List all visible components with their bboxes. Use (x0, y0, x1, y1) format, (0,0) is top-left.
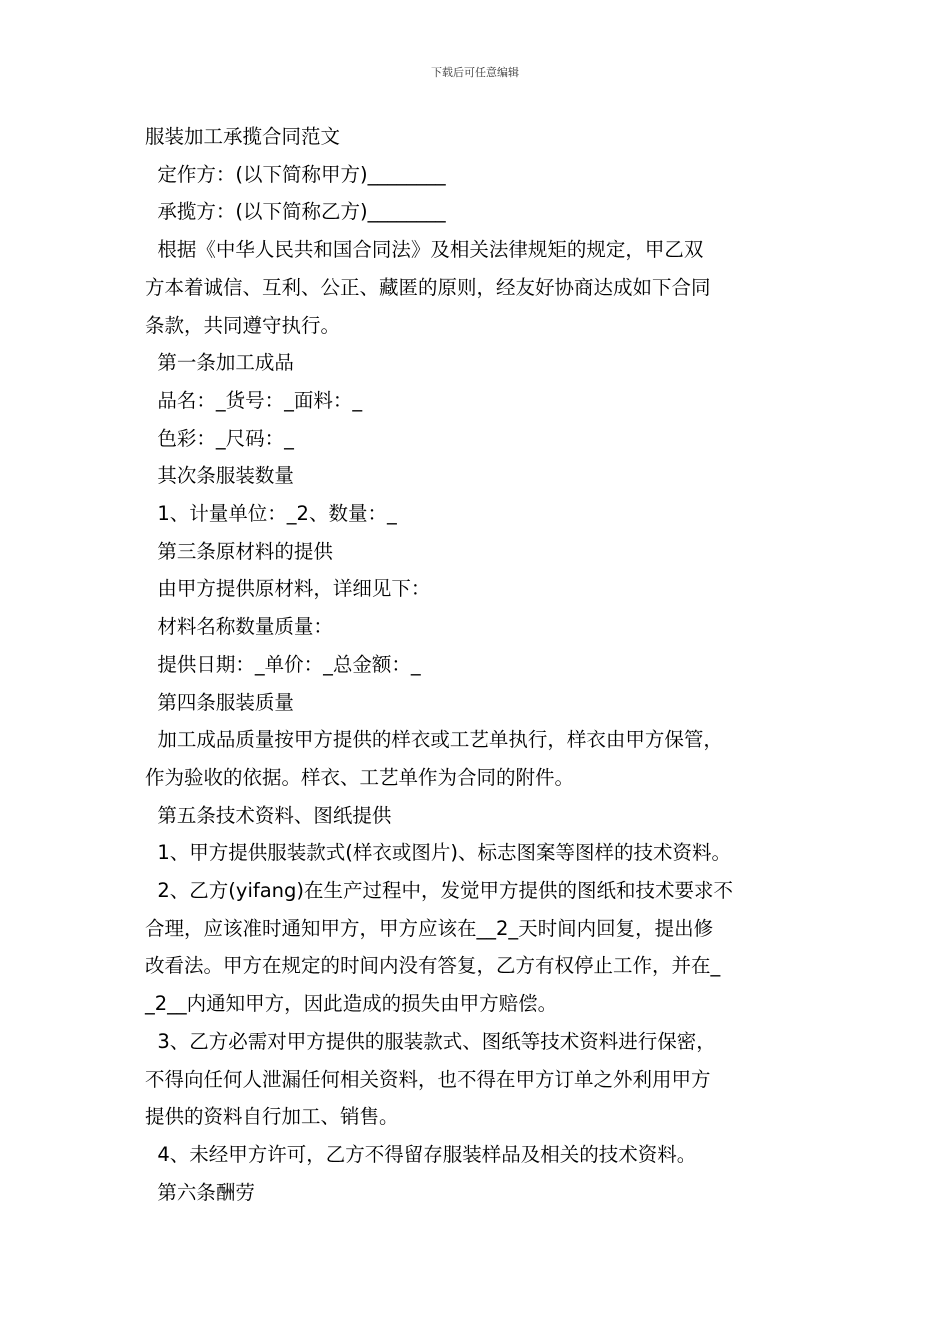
paragraph-line: 4、未经甲方许可，乙方不得留存服装样品及相关的技术资料。 (145, 1142, 697, 1166)
paragraph-line: 由甲方提供原材料，详细见下： (145, 577, 431, 601)
contract-body (145, 118, 825, 1211)
paragraph-line: 改看法。甲方在规定的时间内没有答复，乙方有权停止工作，并在_ (145, 954, 721, 978)
paragraph-line: 1、甲方提供服装款式(样衣或图片)、标志图案等图样的技术资料。 (145, 841, 732, 865)
section-heading: 第六条酬劳 (145, 1180, 255, 1204)
section-heading: 第五条技术资料、图纸提供 (145, 803, 392, 827)
paragraph-line: 根据《中华人民共和国合同法》及相关法律规矩的规定，甲乙双 (145, 238, 704, 262)
paragraph-line: 品名：_货号：_面料：_ (145, 388, 363, 412)
paragraph-line: 承揽方：(以下简称乙方)________ (145, 200, 446, 224)
paragraph-line: 合理，应该准时通知甲方，甲方应该在__2_天时间内回复，提出修 (145, 916, 714, 940)
paragraph-line: 3、乙方必需对甲方提供的服装款式、图纸等技术资料进行保密， (145, 1029, 716, 1053)
paragraph-line: 1、计量单位：_2、数量：_ (145, 502, 397, 526)
paragraph-line: 提供的资料自行加工、销售。 (145, 1105, 399, 1129)
document-title: 服装加工承揽合同范文 (145, 125, 341, 148)
section-heading: 第一条加工成品 (145, 351, 294, 375)
paragraph-line: 2、乙方(yifang)在生产过程中，发觉甲方提供的图纸和技术要求不 (145, 879, 734, 903)
paragraph-line: 条款，共同遵守执行。 (145, 313, 341, 337)
section-heading: 第三条原材料的提供 (145, 539, 333, 563)
section-heading: 其次条服装数量 (145, 464, 294, 488)
paragraph-line: 不得向任何人泄漏任何相关资料，也不得在甲方订单之外利用甲方 (145, 1067, 711, 1091)
paragraph-line: 定作方：(以下简称甲方)________ (145, 162, 446, 186)
paragraph-line: 方本着诚信、互利、公正、藏匿的原则，经友好协商达成如下合同 (145, 275, 711, 299)
paragraph-line: 材料名称数量质量： (145, 615, 333, 639)
paragraph-line: 作为验收的依据。样衣、工艺单作为合同的附件。 (145, 765, 575, 789)
paragraph-line: 加工成品质量按甲方提供的样衣或工艺单执行，样衣由甲方保管， (145, 728, 723, 752)
section-heading: 第四条服装质量 (145, 690, 294, 714)
paragraph-line: _2__内通知甲方，因此造成的损失由甲方赔偿。 (145, 992, 558, 1016)
paragraph-line: 色彩：_尺码：_ (145, 426, 294, 450)
paragraph-line: 提供日期：_单价：_总金额：_ (145, 652, 421, 676)
page-header-note: 下载后可任意编辑 (431, 66, 519, 79)
